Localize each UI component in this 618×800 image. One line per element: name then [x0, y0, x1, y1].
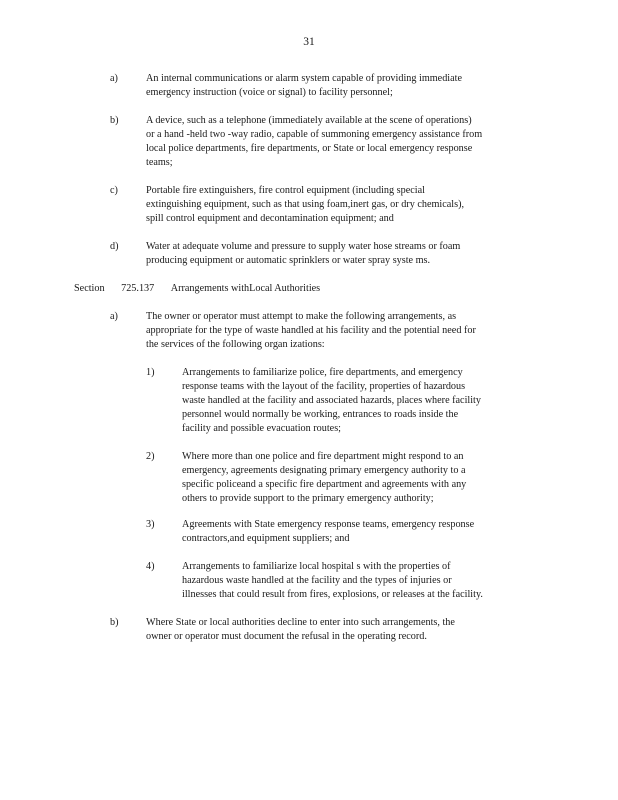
subitem-1-line-2: response teams with the layout of the facility, properties of hazardous: [182, 381, 466, 392]
subitem-3-line-2: contractors,and equipment suppliers; and: [182, 533, 350, 544]
item-b-line-2: or a hand -held two -way radio, capable of summoning emergency assistance from: [146, 129, 483, 140]
subitem-4-line-2: hazardous waste handled at the facility and the types of injuries or: [182, 575, 452, 586]
subitem-1-line-3: waste handled at the facility and associated hazards, places where facility: [182, 395, 481, 406]
item-text-c: [146, 184, 534, 226]
item-d-line-2: producing equipment or automatic sprinklers or water spray syste ms.: [146, 255, 431, 266]
subitem-label-1: 1): [146, 367, 155, 378]
item-b-line-1: A device, such as a telephone (immediately available at the scene of operations): [146, 115, 472, 126]
subitem-2-line-4: others to provide support to the primary emergency authority;: [182, 493, 434, 504]
subitem-text-3: [182, 518, 534, 546]
item-a-line-1: An internal communications or alarm system capable of providing immediate: [146, 73, 463, 84]
item-c-line-1: Portable fire extinguishers, fire control equipment (including special: [146, 185, 425, 196]
subitem-1-line-5: facility and possible evacuation routes;: [182, 423, 341, 434]
item-text-a: [146, 72, 534, 100]
item-b-line-3: local police departments, fire departments, or State or local emergency response: [146, 143, 473, 154]
item-c-line-3: spill control equipment and decontamination equipment; and: [146, 213, 394, 224]
subitem-4-line-1: Arrangements to familiarize local hospital s with the properties of: [182, 561, 451, 572]
subitem-label-2: 2): [146, 451, 155, 462]
item-a-line-2: emergency instruction (voice or signal) to facility personnel;: [146, 87, 393, 98]
item-label-d: d): [110, 241, 119, 252]
section-prefix: Section: [74, 283, 105, 294]
section-number: 725.137: [121, 283, 155, 294]
item-label-c: c): [110, 185, 118, 196]
item-text-d: [146, 240, 534, 268]
subitem-1-line-4: personnel would normally be working, entrances to roads inside the: [182, 409, 459, 420]
section-a-line-2: appropriate for the type of waste handled at his facility and the potential need for: [146, 325, 476, 336]
item-text-b: [146, 114, 534, 170]
section-b-line-2: owner or operator must document the refusal in the operating record.: [146, 631, 427, 642]
subitem-2-line-1: Where more than one police and fire department might respond to an: [182, 451, 464, 462]
section-item-text-a: [146, 310, 534, 352]
subitem-label-4: 4): [146, 561, 155, 572]
section-item-label-a: a): [110, 311, 118, 322]
subitem-4-line-3: illnesses that could result from fires, explosions, or releases at the facility.: [182, 589, 483, 600]
item-label-b: b): [110, 115, 119, 126]
subitem-label-3: 3): [146, 519, 155, 530]
subitem-3-line-1: Agreements with State emergency response teams, emergency response: [182, 519, 475, 530]
item-label-a: a): [110, 73, 118, 84]
section-item-label-b: b): [110, 617, 119, 628]
item-c-line-2: extinguishing equipment, such as that using foam,inert gas, or dry chemicals),: [146, 199, 465, 210]
section-b-line-1: Where State or local authorities decline to enter into such arrangements, the: [146, 617, 455, 628]
subitem-text-4: [182, 560, 534, 602]
subitem-1-line-1: Arrangements to familiarize police, fire departments, and emergency: [182, 367, 463, 378]
item-d-line-1: Water at adequate volume and pressure to supply water hose streams or foam: [146, 241, 461, 252]
subitem-text-2: [182, 450, 534, 506]
section-heading: [74, 282, 320, 296]
section-item-text-b: [146, 616, 534, 644]
section-title: Arrangements withLocal Authorities: [170, 283, 321, 294]
item-b-line-4: teams;: [146, 157, 173, 168]
section-a-line-1: The owner or operator must attempt to make the following arrangements, as: [146, 311, 457, 322]
page-number: 31: [303, 36, 315, 48]
subitem-2-line-3: specific policeand a specific fire department and agreements with any: [182, 479, 467, 490]
section-a-line-3: the services of the following organ izations:: [146, 339, 325, 350]
subitem-2-line-2: emergency, agreements designating primary emergency authority to a: [182, 465, 466, 476]
subitem-text-1: [182, 366, 534, 436]
